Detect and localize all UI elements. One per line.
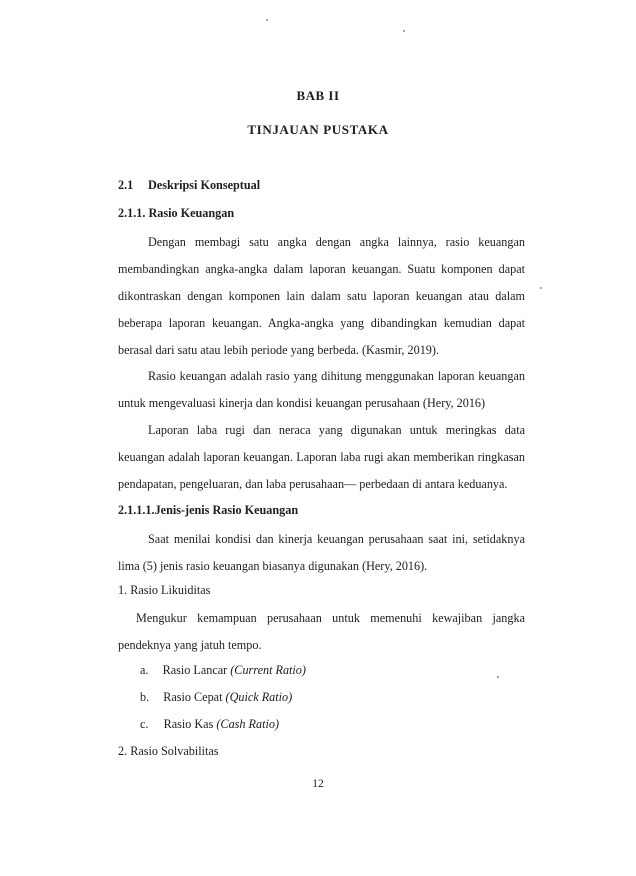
sublist-text: Rasio Lancar	[162, 663, 228, 677]
sublist-marker: b.	[140, 690, 150, 704]
subsection-title: 2.1.1. Rasio Keuangan	[118, 206, 235, 220]
sublist-italic: (Current Ratio)	[230, 663, 306, 677]
page-number: 12	[312, 778, 324, 790]
sublist-marker: c.	[140, 717, 149, 731]
scan-speck	[497, 676, 499, 678]
sublist-text: Rasio Cepat	[163, 690, 223, 704]
section-title: Deskripsi Konseptual	[148, 178, 261, 192]
chapter-number: BAB II	[296, 88, 340, 103]
paragraph: Laporan laba rugi dan neraca yang digunakan untuk meringkas data keuangan adalah laporan keuangan. Laporan laba rugi akan memberikan ringkasan pendapatan, pengeluaran, dan laba perusahaan— perbedaan di antara keduanya.	[118, 423, 525, 491]
paragraph: Dengan membagi satu angka dengan angka lainnya, rasio keuangan membandingkan angka-angka dalam laporan keuangan. Suatu komponen dapat dikontraskan dengan komponen lain dalam satu laporan keuangan atau dalam beberapa laporan keuangan. Angka-angka yang dibandingkan kemudian dapat berasal dari satu atau lebih periode yang berbeda. (Kasmir, 2019).	[118, 235, 525, 357]
sublist-marker: a.	[140, 663, 149, 677]
paragraph: Rasio keuangan adalah rasio yang dihitung menggunakan laporan keuangan untuk mengevaluasi kinerja dan kondisi keuangan perusahaan (Hery, 2016)	[118, 369, 525, 410]
list-item-description: Mengukur kemampuan perusahaan untuk memenuhi kewajiban jangka pendeknya yang jatuh tempo.	[118, 611, 525, 652]
sublist-text: Rasio Kas	[163, 717, 214, 731]
sublist-item	[140, 717, 279, 732]
subsubsection-title: 2.1.1.1.Jenis-jenis Rasio Keuangan	[118, 503, 299, 517]
scan-speck	[266, 19, 268, 21]
scan-speck	[540, 287, 542, 289]
sublist-item	[140, 663, 306, 678]
scan-speck	[403, 30, 405, 32]
sublist-italic: (Quick Ratio)	[225, 690, 293, 704]
section-number: 2.1	[118, 178, 134, 192]
paragraph: Saat menilai kondisi dan kinerja keuangan perusahaan saat ini, setidaknya lima (5) jenis rasio keuangan biasanya digunakan (Hery, 2016).	[118, 532, 525, 573]
sublist-item	[140, 690, 292, 705]
chapter-title: TINJAUAN PUSTAKA	[247, 122, 389, 137]
list-item-label: 2. Rasio Solvabilitas	[118, 744, 219, 758]
list-item-label: 1. Rasio Likuiditas	[118, 583, 211, 597]
sublist-italic: (Cash Ratio)	[216, 717, 280, 731]
